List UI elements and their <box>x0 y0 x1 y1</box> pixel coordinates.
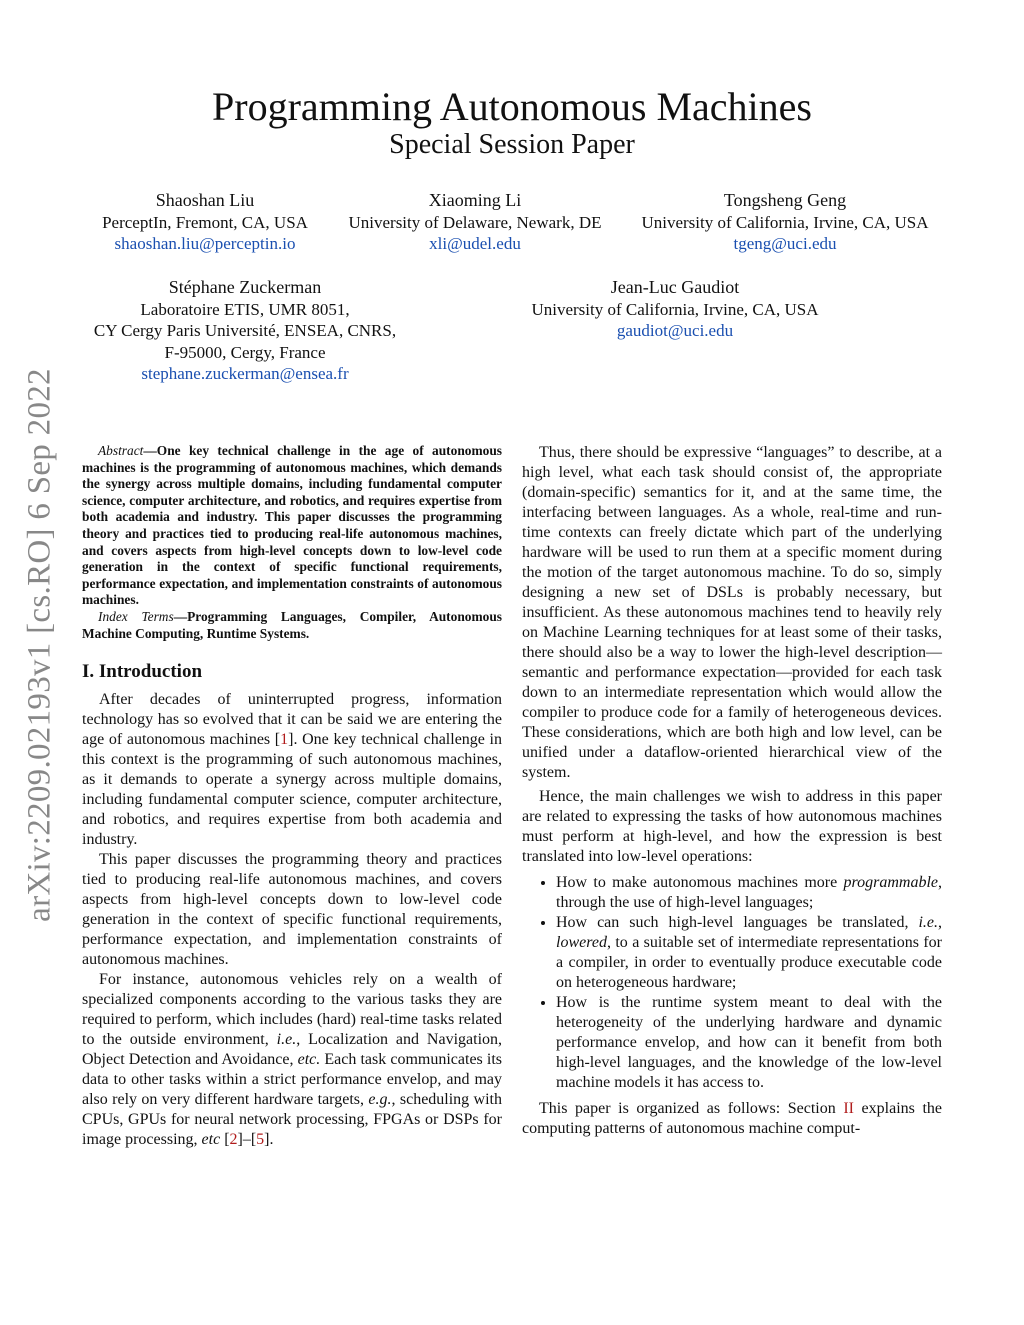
list-item <box>556 993 942 1093</box>
list-item <box>556 873 942 913</box>
text-run: , to a suitable set of intermediate representations for a compiler, in order to eventually produce executable code on heterogeneous hardware; <box>556 934 942 991</box>
text-run: After decades of uninterrupted progress, information technology has so evolved that it can be said we are entering the age of autonomous machines [ <box>82 691 502 749</box>
body-paragraph <box>522 787 942 867</box>
citation-link[interactable]: 2 <box>229 1131 238 1149</box>
list-item <box>556 913 942 993</box>
text-run: How can such high-level languages be translated, <box>556 914 919 931</box>
text-run: explains the computing patterns of autonomous machine comput- <box>522 1100 943 1137</box>
author-affiliation: University of California, Irvine, CA, USA <box>531 299 819 319</box>
author-email[interactable]: tgeng@uci.edu <box>733 234 837 253</box>
author-block <box>505 277 845 342</box>
text-run: Thus, there should be expressive “languages” to describe, at a high level, what each task should consist of, the appropriate (domain-specific) semantics for it, and at the same time, the interfacing between languages. As a whole, real-time and run-time contexts can freely dictate which part of the underlying hardware will be used to run them at a specific moment during the motion of the target autonomous machine. To do so, simply designing a new set of DSLs is probably necessary, but insufficient. As these autonomous machines tend to heavily rely on Machine Learning techniques for at least some of their tasks, there should also be a way to lower the high-level description—semantic and performance expectation—provided for each task down to an intermediate representation which would allow the compiler to produce code for a family of heterogeneous devices. These considerations, which are both high and low level, can be unified under a dataflow-oriented hierarchical view of the system. <box>522 444 942 781</box>
body-paragraph <box>522 1099 942 1139</box>
italic-text: Index Terms <box>98 608 174 624</box>
italic-text: Abstract <box>98 443 144 458</box>
author-affiliation: CY Cergy Paris Université, ENSEA, CNRS, <box>93 321 397 340</box>
italic-text: e.g. <box>368 1091 392 1109</box>
author-name: Tongsheng Geng <box>723 190 847 210</box>
text-run: , scheduling with CPUs, GPUs for neural network processing, FPGAs or DSPs for image processing, <box>82 1091 502 1149</box>
text-run: —One key technical challenge in the age of autonomous machines is the programming of autonomous machines, which demands the synergy across multiple domains, including fundamental computer science, computer architecture, and robotics, and requires expertise from both academia and industry. This paper discusses the programming theory and practices tied to producing real-life autonomous machines, and covers aspects from high-level concepts down to low-level code generation in the context of specific functional requirements, performance expectation, and implementation constraints of autonomous machines. <box>82 443 502 608</box>
text-run: How to make autonomous machines more <box>556 874 844 891</box>
text-run: How is the runtime system meant to deal with the heterogeneity of the underlying hardware and dynamic performance envelop, and how can it benefit from both high-level languages, and the knowledge of the low-level machine models it has access to. <box>556 994 942 1091</box>
author-email[interactable]: shaoshan.liu@perceptin.io <box>114 234 296 253</box>
author-affiliation: University of Delaware, Newark, DE <box>348 212 602 232</box>
text-run: , Localization and Navigation, Object Detection and Avoidance, <box>82 1031 503 1069</box>
paper-title: Programming Autonomous Machines <box>212 84 812 129</box>
text-run: This paper is organized as follows: Section <box>539 1100 844 1117</box>
italic-text: lowered <box>556 934 607 951</box>
author-name: Stéphane Zuckerman <box>168 277 322 297</box>
citation-link[interactable]: 5 <box>256 1131 265 1149</box>
italic-text: programmable <box>843 874 938 891</box>
author-block <box>620 190 950 255</box>
body-paragraph <box>82 690 502 850</box>
author-block <box>80 190 330 255</box>
author-email[interactable]: stephane.zuckerman@ensea.fr <box>141 364 349 383</box>
left-column <box>82 443 502 1150</box>
text-run: Each task communicates its data to other tasks within a strict performance envelop, and may also rely on very different hardware targets, <box>82 1051 502 1109</box>
author-affiliation: F-95000, Cergy, France <box>164 342 326 362</box>
text-run: ]. One key technical challenge in this context is the programming of such autonomous machines, as it demands to operate a synergy across multiple domains, including fundamental computer science, computer architecture, and robotics, and requires expertise from both academia and industry. <box>82 731 503 849</box>
text-run: Hence, the main challenges we wish to address in this paper are related to expressing the tasks of how autonomous machines must perform at high-level, and how the expression is best translated into low-level operations: <box>522 788 942 865</box>
author-name: Xiaoming Li <box>428 190 522 210</box>
author-name: Shaoshan Liu <box>155 190 255 210</box>
author-affiliation: University of California, Irvine, CA, USA <box>641 212 929 232</box>
author-affiliation: PerceptIn, Fremont, CA, USA <box>102 212 308 232</box>
author-block <box>70 277 420 385</box>
right-column <box>522 443 942 1139</box>
author-email[interactable]: xli@udel.edu <box>429 234 521 253</box>
text-run: For instance, autonomous vehicles rely on a wealth of specialized components according to the various tasks they are required to perform, which includes (hard) real-time tasks related to the outside environment, <box>82 971 502 1049</box>
challenge-list <box>522 873 942 1093</box>
italic-text: i.e. <box>918 914 938 931</box>
text-run: —Programming Languages, Compiler, Autonomous Machine Computing, Runtime Systems. <box>82 608 502 641</box>
body-paragraph <box>522 443 942 783</box>
text-run: ]. <box>264 1131 274 1149</box>
italic-text: etc <box>201 1131 221 1149</box>
text-run: , <box>938 914 942 931</box>
body-paragraph <box>82 850 502 970</box>
paper-subtitle: Special Session Paper <box>389 129 635 160</box>
italic-text: i.e. <box>276 1031 297 1049</box>
citation-link[interactable]: 1 <box>280 731 289 749</box>
author-email[interactable]: gaudiot@uci.edu <box>616 321 734 340</box>
author-name: Jean-Luc Gaudiot <box>610 277 740 297</box>
text-run: , through the use of high-level languages; <box>556 874 942 911</box>
text-run: [ <box>220 1131 230 1149</box>
citation-link[interactable]: II <box>843 1100 854 1117</box>
author-affiliation: Laboratoire ETIS, UMR 8051, <box>140 299 350 319</box>
index-terms <box>82 609 502 642</box>
text-run: This paper discusses the programming theory and practices tied to producing real-life autonomous machines, and covers aspects from high-level concepts down to low-level code generation in the context of specific functional requirements, performance expectation, and implementation constraints of autonomous machines. <box>82 851 502 969</box>
author-block <box>325 190 625 255</box>
abstract <box>82 443 502 609</box>
text-run: ]–[ <box>237 1131 257 1149</box>
section-heading-introduction: I. Introduction <box>82 661 203 683</box>
arxiv-identifier: arXiv:2209.02193v1 [cs.RO] 6 Sep 2022 <box>21 368 58 922</box>
body-paragraph <box>82 970 502 1150</box>
italic-text: etc. <box>297 1051 321 1069</box>
